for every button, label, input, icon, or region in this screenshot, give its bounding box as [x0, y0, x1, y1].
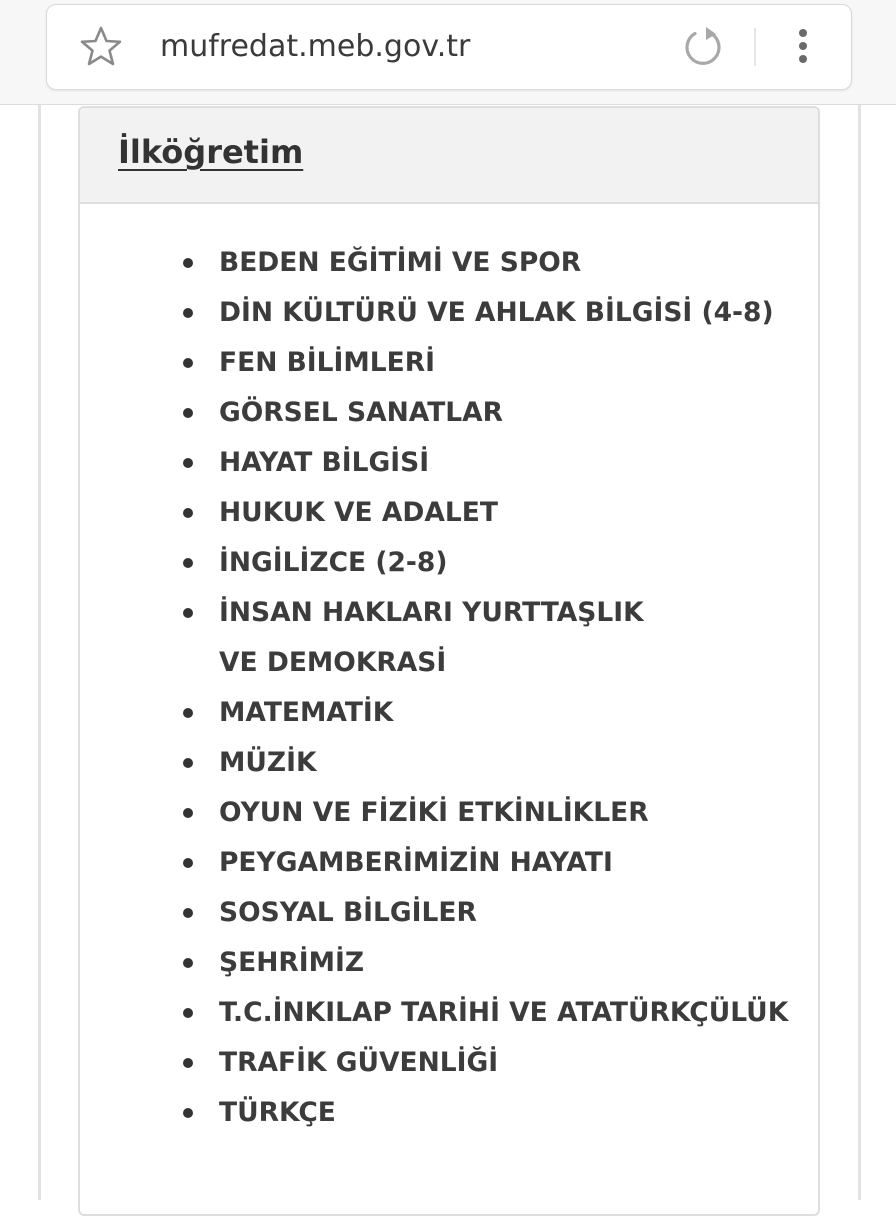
bullet-icon: [183, 958, 193, 968]
bookmark-star-icon[interactable]: [78, 24, 124, 70]
course-label[interactable]: SOSYAL BİLGİLER: [219, 897, 477, 928]
toolbar-divider: [754, 28, 756, 66]
browser-toolbar: [0, 0, 896, 105]
course-label[interactable]: HAYAT BİLGİSİ: [219, 447, 430, 478]
course-label[interactable]: MATEMATİK: [219, 697, 394, 728]
bullet-icon: [183, 1058, 193, 1068]
course-item[interactable]: [80, 438, 818, 488]
course-label[interactable]: PEYGAMBERİMİZİN HAYATI: [219, 847, 613, 878]
bullet-icon: [183, 508, 193, 518]
bullet-icon: [183, 858, 193, 868]
bullet-icon: [183, 908, 193, 918]
course-item[interactable]: [80, 988, 818, 1038]
panel-header: [80, 108, 818, 204]
course-item[interactable]: [80, 888, 818, 938]
course-label[interactable]: İNGİLİZCE (2-8): [219, 547, 448, 578]
course-item[interactable]: [80, 788, 818, 838]
course-item[interactable]: [80, 838, 818, 888]
course-label[interactable]: BEDEN EĞİTİMİ VE SPOR: [219, 247, 582, 278]
bullet-icon: [183, 358, 193, 368]
course-item[interactable]: [80, 688, 818, 738]
course-label[interactable]: OYUN VE FİZİKİ ETKİNLİKLER: [219, 797, 649, 828]
url-text[interactable]: mufredat.meb.gov.tr: [160, 29, 471, 64]
course-label[interactable]: T.C.İNKILAP TARİHİ VE ATATÜRKÇÜLÜK: [219, 997, 789, 1028]
course-item[interactable]: [80, 588, 818, 688]
course-item[interactable]: [80, 1038, 818, 1088]
course-item[interactable]: [80, 738, 818, 788]
course-item[interactable]: [80, 288, 818, 338]
course-label[interactable]: TÜRKÇE: [219, 1097, 336, 1128]
course-label[interactable]: İNSAN HAKLARI YURTTAŞLIK VE DEMOKRASİ: [219, 597, 644, 678]
bullet-icon: [183, 708, 193, 718]
course-item[interactable]: [80, 488, 818, 538]
bullet-icon: [183, 408, 193, 418]
course-item[interactable]: [80, 938, 818, 988]
course-label[interactable]: GÖRSEL SANATLAR: [219, 397, 504, 428]
page-border-left: [38, 105, 41, 1200]
course-label[interactable]: FEN BİLİMLERİ: [219, 347, 436, 378]
course-label[interactable]: TRAFİK GÜVENLİĞİ: [219, 1047, 499, 1078]
course-item[interactable]: [80, 388, 818, 438]
bullet-icon: [183, 808, 193, 818]
panel-title-link[interactable]: İlköğretim: [118, 133, 304, 171]
bullet-icon: [183, 608, 193, 618]
bullet-icon: [183, 1008, 193, 1018]
bullet-icon: [183, 758, 193, 768]
reload-icon[interactable]: [680, 24, 726, 70]
curriculum-panel: [78, 106, 820, 1216]
page-border-right: [858, 105, 861, 1200]
course-item[interactable]: [80, 538, 818, 588]
course-list: [80, 238, 818, 1138]
course-item[interactable]: [80, 338, 818, 388]
course-label[interactable]: ŞEHRİMİZ: [219, 947, 365, 978]
bullet-icon: [183, 1108, 193, 1118]
course-label[interactable]: MÜZİK: [219, 747, 317, 778]
course-label[interactable]: DİN KÜLTÜRÜ VE AHLAK BİLGİSİ (4-8): [219, 297, 774, 328]
more-vert-icon[interactable]: [788, 24, 818, 70]
bullet-icon: [183, 558, 193, 568]
course-item[interactable]: [80, 1088, 818, 1138]
course-label[interactable]: HUKUK VE ADALET: [219, 497, 498, 528]
course-item[interactable]: [80, 238, 818, 288]
bullet-icon: [183, 458, 193, 468]
bullet-icon: [183, 308, 193, 318]
bullet-icon: [183, 258, 193, 268]
